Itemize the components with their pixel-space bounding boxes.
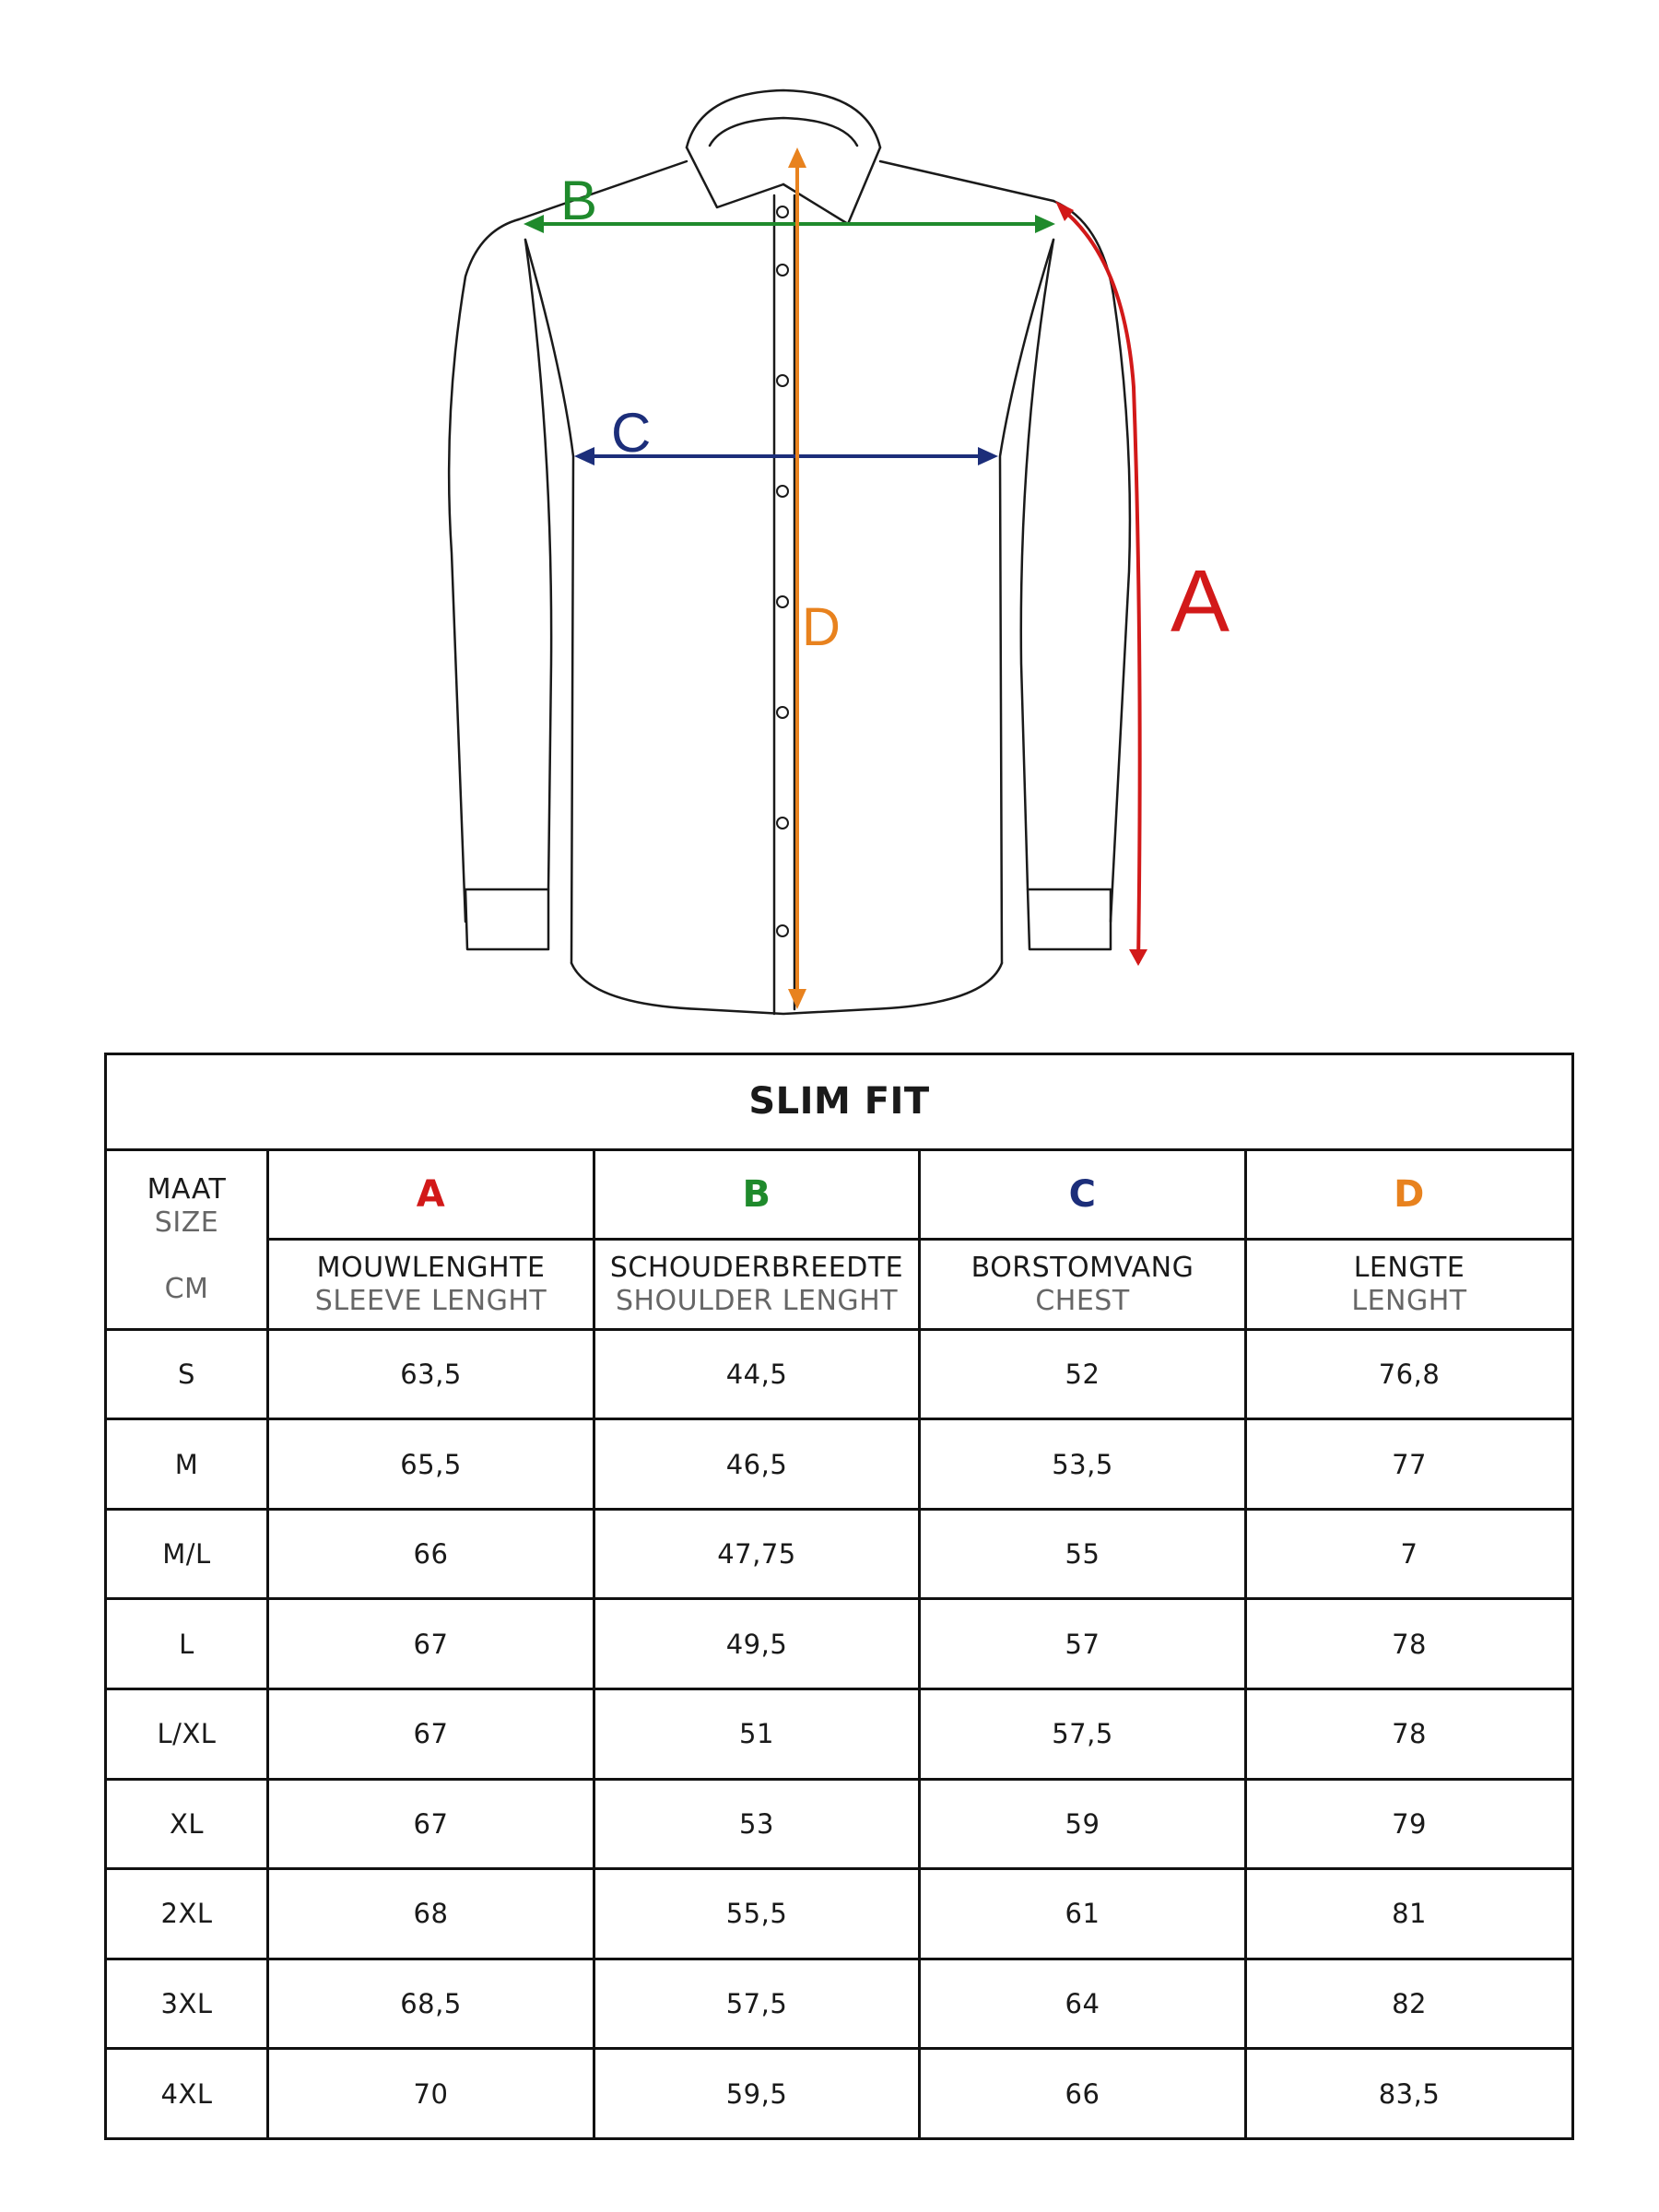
label-d: D bbox=[802, 597, 841, 657]
size-cell: S bbox=[106, 1329, 268, 1419]
column-name-row bbox=[106, 1240, 1573, 1330]
button bbox=[777, 818, 788, 829]
shirt-diagram bbox=[0, 0, 1659, 1023]
column-letter-row bbox=[106, 1149, 1573, 1240]
column-name-a bbox=[268, 1240, 594, 1330]
size-cell: 4XL bbox=[106, 2049, 268, 2139]
table-row bbox=[106, 1329, 1573, 1419]
column-name-en: SHOULDER LENGHT bbox=[615, 1284, 899, 1317]
value-cell-a: 65,5 bbox=[268, 1419, 594, 1510]
arrowhead-a-bottom bbox=[1129, 949, 1147, 966]
column-letter-b: B bbox=[594, 1149, 920, 1240]
sleeve-right bbox=[1021, 201, 1130, 922]
button bbox=[777, 375, 788, 386]
value-cell-a: 68 bbox=[268, 1869, 594, 1959]
table-title: SLIM FIT bbox=[106, 1054, 1573, 1150]
value-cell-d: 7 bbox=[1246, 1509, 1573, 1599]
value-cell-d: 78 bbox=[1246, 1599, 1573, 1689]
sleeve-left bbox=[449, 219, 551, 922]
measure-d-length bbox=[788, 147, 841, 1009]
size-header-cell bbox=[106, 1149, 268, 1329]
button bbox=[777, 596, 788, 607]
value-cell-c: 52 bbox=[920, 1329, 1246, 1419]
value-cell-b: 44,5 bbox=[594, 1329, 920, 1419]
hem bbox=[571, 963, 1002, 1014]
value-cell-c: 57 bbox=[920, 1599, 1246, 1689]
value-cell-c: 53,5 bbox=[920, 1419, 1246, 1510]
table-row bbox=[106, 1869, 1573, 1959]
value-cell-b: 49,5 bbox=[594, 1599, 920, 1689]
column-name-en: LENGHT bbox=[1351, 1284, 1467, 1317]
size-cell: 3XL bbox=[106, 1959, 268, 2049]
column-name-nl: LENGTE bbox=[1353, 1251, 1465, 1284]
table-row bbox=[106, 1779, 1573, 1869]
size-header-nl: MAAT bbox=[147, 1172, 227, 1206]
column-name-en: SLEEVE LENGHT bbox=[314, 1284, 547, 1317]
button bbox=[777, 206, 788, 218]
value-cell-a: 67 bbox=[268, 1779, 594, 1869]
column-name-d bbox=[1246, 1240, 1573, 1330]
button bbox=[777, 486, 788, 497]
value-cell-c: 59 bbox=[920, 1779, 1246, 1869]
column-letter-a: A bbox=[268, 1149, 594, 1240]
table-row bbox=[106, 2049, 1573, 2139]
value-cell-a: 67 bbox=[268, 1689, 594, 1780]
value-cell-c: 55 bbox=[920, 1509, 1246, 1599]
value-cell-a: 68,5 bbox=[268, 1959, 594, 2049]
value-cell-d: 82 bbox=[1246, 1959, 1573, 2049]
value-cell-b: 59,5 bbox=[594, 2049, 920, 2139]
value-cell-c: 61 bbox=[920, 1869, 1246, 1959]
measure-c-chest bbox=[574, 402, 998, 465]
label-b: B bbox=[560, 170, 598, 231]
size-cell: M/L bbox=[106, 1509, 268, 1599]
column-name-nl: MOUWLENGHTE bbox=[316, 1251, 546, 1284]
value-cell-d: 78 bbox=[1246, 1689, 1573, 1780]
column-name-c bbox=[920, 1240, 1246, 1330]
cuff-right bbox=[1028, 889, 1111, 949]
value-cell-a: 67 bbox=[268, 1599, 594, 1689]
label-c: C bbox=[611, 402, 652, 464]
table-row bbox=[106, 1959, 1573, 2049]
table-title-row bbox=[106, 1054, 1573, 1150]
button bbox=[777, 925, 788, 936]
size-cell: 2XL bbox=[106, 1869, 268, 1959]
measure-b-shoulder bbox=[524, 170, 1055, 233]
value-cell-d: 83,5 bbox=[1246, 2049, 1573, 2139]
measure-a-sleeve bbox=[1055, 201, 1230, 966]
label-a: A bbox=[1171, 552, 1230, 651]
size-cell: L/XL bbox=[106, 1689, 268, 1780]
table-row bbox=[106, 1689, 1573, 1780]
unit-label: CM bbox=[164, 1272, 209, 1305]
column-name-b bbox=[594, 1240, 920, 1330]
value-cell-b: 57,5 bbox=[594, 1959, 920, 2049]
value-cell-a: 70 bbox=[268, 2049, 594, 2139]
arrowhead-c-right bbox=[978, 447, 998, 465]
value-cell-b: 53 bbox=[594, 1779, 920, 1869]
size-cell: L bbox=[106, 1599, 268, 1689]
value-cell-b: 51 bbox=[594, 1689, 920, 1780]
shirt-buttons bbox=[777, 206, 788, 936]
value-cell-c: 66 bbox=[920, 2049, 1246, 2139]
table-row bbox=[106, 1599, 1573, 1689]
value-cell-a: 66 bbox=[268, 1509, 594, 1599]
column-name-en: CHEST bbox=[1035, 1284, 1130, 1317]
column-letter-c: C bbox=[920, 1149, 1246, 1240]
table-row bbox=[106, 1509, 1573, 1599]
arrowhead-d-top bbox=[788, 147, 806, 168]
value-cell-c: 64 bbox=[920, 1959, 1246, 2049]
button bbox=[777, 707, 788, 718]
arrowhead-b-right bbox=[1035, 215, 1055, 233]
value-cell-b: 46,5 bbox=[594, 1419, 920, 1510]
size-header-en: SIZE bbox=[154, 1206, 219, 1239]
value-cell-d: 76,8 bbox=[1246, 1329, 1573, 1419]
column-name-nl: BORSTOMVANG bbox=[971, 1251, 1194, 1284]
collar-left bbox=[687, 147, 783, 207]
value-cell-d: 77 bbox=[1246, 1419, 1573, 1510]
value-cell-b: 47,75 bbox=[594, 1509, 920, 1599]
arrowhead-d-bottom bbox=[788, 989, 806, 1009]
cuff-left bbox=[465, 889, 548, 949]
size-table bbox=[104, 1053, 1574, 2140]
value-cell-d: 79 bbox=[1246, 1779, 1573, 1869]
table-row bbox=[106, 1419, 1573, 1510]
button bbox=[777, 265, 788, 276]
column-name-nl: SCHOUDERBREEDTE bbox=[609, 1251, 904, 1284]
shoulder-left bbox=[519, 161, 687, 219]
shoulder-right bbox=[880, 161, 1053, 201]
value-cell-c: 57,5 bbox=[920, 1689, 1246, 1780]
value-cell-d: 81 bbox=[1246, 1869, 1573, 1959]
size-cell: M bbox=[106, 1419, 268, 1510]
value-cell-a: 63,5 bbox=[268, 1329, 594, 1419]
shirt-outline bbox=[449, 90, 1130, 1014]
value-cell-b: 55,5 bbox=[594, 1869, 920, 1959]
size-cell: XL bbox=[106, 1779, 268, 1869]
column-letter-d: D bbox=[1246, 1149, 1573, 1240]
arrowhead-c-left bbox=[574, 447, 594, 465]
